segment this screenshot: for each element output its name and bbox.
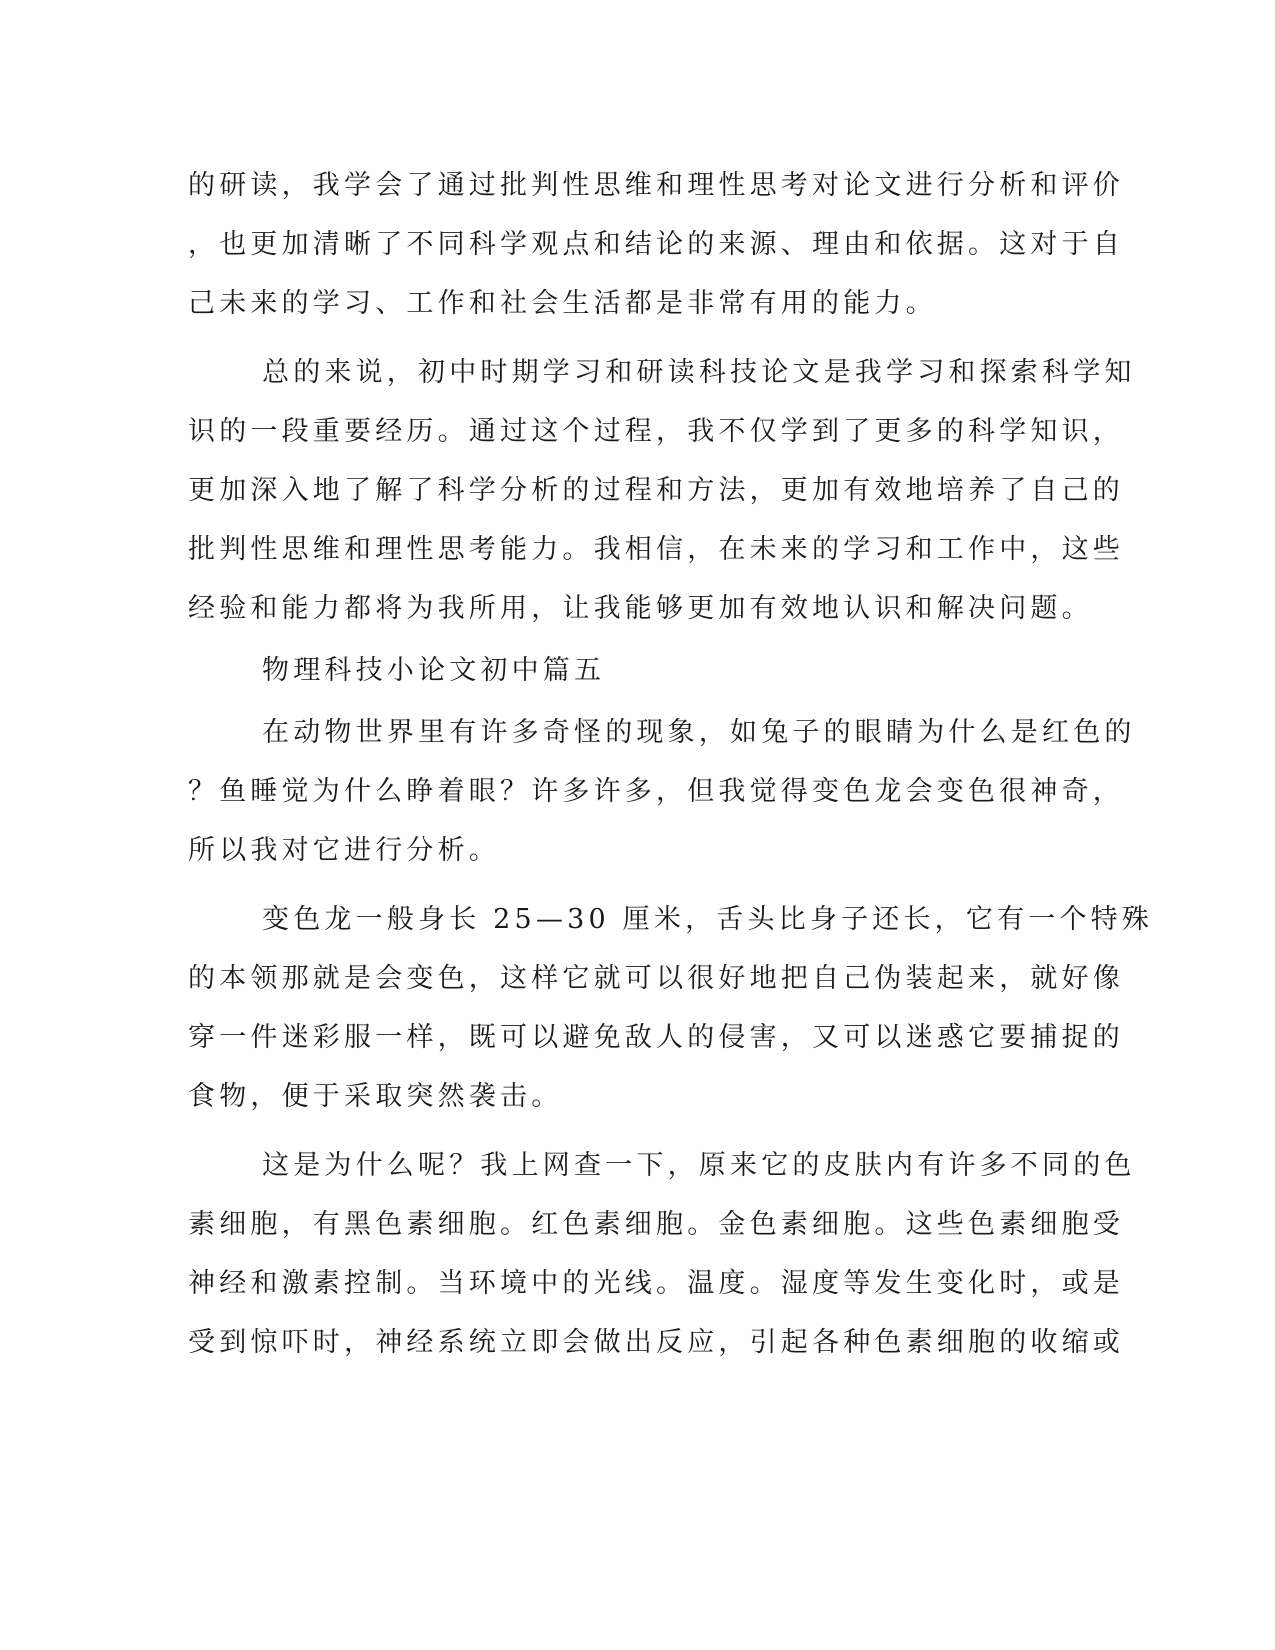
text-line: 神经和激素控制。当环境中的光线。温度。湿度等发生变化时，或是 <box>188 1268 1124 1299</box>
text-line: 食物，便于采取突然袭击。 <box>188 1081 563 1112</box>
paragraph-animal-world <box>188 703 1136 880</box>
paragraph-summary <box>188 343 1136 638</box>
document-body <box>188 156 1154 1372</box>
text-line: 受到惊吓时，神经系统立即会做出反应，引起各种色素细胞的收缩或 <box>188 1327 1124 1358</box>
text-line: 的本领那就是会变色，这样它就可以很好地把自己伪装起来，就好像 <box>188 963 1124 994</box>
heading-text: 物理科技小论文初中篇五 <box>262 655 606 686</box>
text-line: 变色龙一般身长 25—30 厘米，舌头比身子还长，它有一个特殊 <box>262 904 1154 935</box>
paragraph-chameleon <box>188 890 1154 1126</box>
text-line: 的研读，我学会了通过批判性思维和理性思考对论文进行分析和评价 <box>188 170 1124 201</box>
text-line: 批判性思维和理性思考能力。我相信，在未来的学习和工作中，这些 <box>188 534 1124 565</box>
text-line: 所以我对它进行分析。 <box>188 835 500 866</box>
text-line: ，也更加清晰了不同科学观点和结论的来源、理由和依据。这对于自 <box>188 229 1124 260</box>
text-line: 素细胞，有黑色素细胞。红色素细胞。金色素细胞。这些色素细胞受 <box>188 1209 1124 1240</box>
text-line: 己未来的学习、工作和社会生活都是非常有用的能力。 <box>188 288 937 319</box>
text-line: 总的来说，初中时期学习和研读科技论文是我学习和探索科学知 <box>262 357 1136 388</box>
text-line: 这是为什么呢？我上网查一下，原来它的皮肤内有许多不同的色 <box>262 1150 1136 1181</box>
paragraph-critical-thinking <box>188 156 1124 333</box>
text-line: 穿一件迷彩服一样，既可以避免敌人的侵害，又可以迷惑它要捕捉的 <box>188 1022 1124 1053</box>
text-line: 经验和能力都将为我所用，让我能够更加有效地认识和解决问题。 <box>188 593 1093 624</box>
section-heading <box>188 641 1078 700</box>
text-line: 识的一段重要经历。通过这个过程，我不仅学到了更多的科学知识， <box>188 416 1124 447</box>
text-line: 更加深入地了解了科学分析的过程和方法，更加有效地培养了自己的 <box>188 475 1124 506</box>
text-line: ？鱼睡觉为什么睁着眼？许多许多，但我觉得变色龙会变色很神奇， <box>188 776 1124 807</box>
text-line: 在动物世界里有许多奇怪的现象，如兔子的眼睛为什么是红色的 <box>262 717 1136 748</box>
paragraph-pigment-cells <box>188 1136 1136 1372</box>
